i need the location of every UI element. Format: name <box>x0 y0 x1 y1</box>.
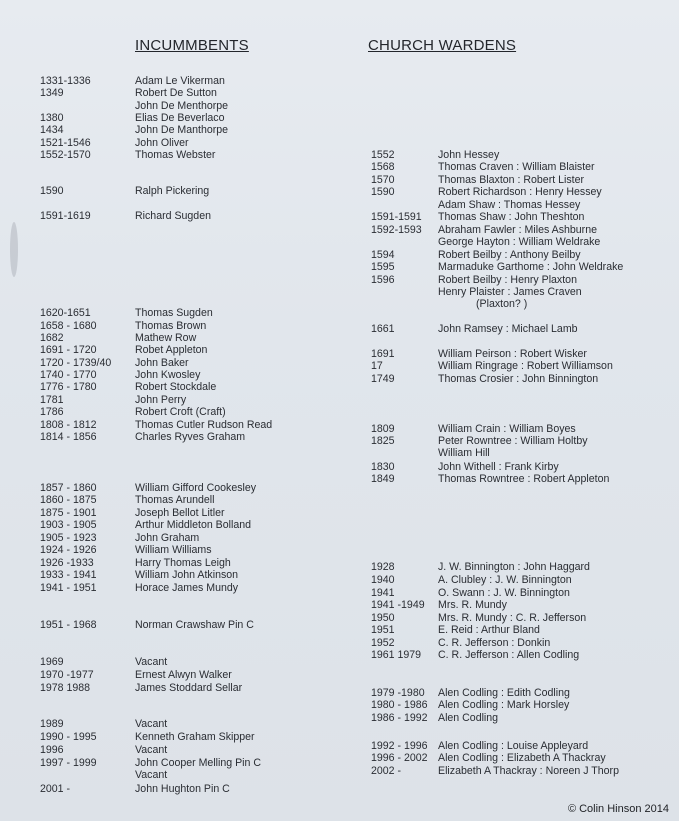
incumbent-names: William John Atkinson <box>135 569 239 581</box>
incumbent-names: John Cooper Melling Pin C <box>135 757 262 769</box>
warden-names: C. R. Jefferson : Donkin <box>438 637 551 649</box>
incumbent-names: Vacant <box>135 769 168 781</box>
incumbent-names: Robert De Sutton <box>135 87 217 99</box>
warden-years: 1592-1593 <box>371 224 422 236</box>
warden-names: Abraham Fawler : Miles Ashburne <box>438 224 597 236</box>
incumbent-names: Joseph Bellot Litler <box>135 507 225 519</box>
incumbent-names: John De Menthorpe <box>135 100 229 112</box>
incumbent-names: William Gifford Cookesley <box>135 482 257 494</box>
warden-names: John Hessey <box>438 149 500 161</box>
incumbent-years: 1776 - 1780 <box>40 381 97 393</box>
warden-names: Alen Codling : Mark Horsley <box>438 699 570 711</box>
incumbent-years: 1941 - 1951 <box>40 582 97 594</box>
warden-years: 1986 - 1992 <box>371 712 428 724</box>
incumbent-years: 1720 - 1739/40 <box>40 357 112 369</box>
incumbent-names: Arthur Middleton Bolland <box>135 519 252 531</box>
warden-years: 1570 <box>371 174 395 186</box>
wall-smudge <box>10 222 18 277</box>
incumbent-names: Kenneth Graham Skipper <box>135 731 255 743</box>
incumbent-names: John Hughton Pin C <box>135 783 230 795</box>
warden-years: 1809 <box>371 423 395 435</box>
warden-names: Alen Codling <box>438 712 499 724</box>
warden-names: John Withell : Frank Kirby <box>438 461 559 473</box>
incumbent-years: 1860 - 1875 <box>40 494 97 506</box>
warden-years: 1996 - 2002 <box>371 752 428 764</box>
incumbent-names: Vacant <box>135 718 168 730</box>
incumbent-years: 1814 - 1856 <box>40 431 97 443</box>
incumbent-years: 1590 <box>40 185 64 197</box>
warden-years: 17 <box>371 360 383 372</box>
incumbent-names: Vacant <box>135 744 168 756</box>
warden-names: (Plaxton? ) <box>476 298 528 310</box>
incumbent-names: Robert Croft (Craft) <box>135 406 226 418</box>
incumbent-years: 1933 - 1941 <box>40 569 97 581</box>
incumbent-years: 1786 <box>40 406 64 418</box>
warden-years: 2002 - <box>371 765 402 777</box>
incumbent-names: Thomas Brown <box>135 320 207 332</box>
incumbent-years: 1740 - 1770 <box>40 369 97 381</box>
incumbent-names: Horace James Mundy <box>135 582 239 594</box>
incumbent-names: John De Manthorpe <box>135 124 229 136</box>
warden-names: C. R. Jefferson : Allen Codling <box>438 649 580 661</box>
incumbent-names: Thomas Sugden <box>135 307 213 319</box>
warden-names: Henry Plaister : James Craven <box>438 286 582 298</box>
incumbent-names: William Williams <box>135 544 212 556</box>
incumbent-years: 1875 - 1901 <box>40 507 97 519</box>
warden-names: William Peirson : Robert Wisker <box>438 348 587 360</box>
incumbent-years: 1380 <box>40 112 64 124</box>
warden-years: 1952 <box>371 637 395 649</box>
incumbent-names: Ralph Pickering <box>135 185 210 197</box>
incumbent-names: Richard Sugden <box>135 210 211 222</box>
incumbent-names: Elias De Beverlaco <box>135 112 225 124</box>
warden-years: 1940 <box>371 574 395 586</box>
incumbent-names: John Oliver <box>135 137 189 149</box>
incumbent-years: 1905 - 1923 <box>40 532 97 544</box>
incumbent-years: 1620-1651 <box>40 307 91 319</box>
warden-years: 1992 - 1996 <box>371 740 428 752</box>
incumbent-years: 1691 - 1720 <box>40 344 97 356</box>
incumbent-years: 1808 - 1812 <box>40 419 97 431</box>
warden-names: Mrs. R. Mundy : C. R. Jefferson <box>438 612 587 624</box>
warden-years: 1979 -1980 <box>371 687 425 699</box>
warden-names: Thomas Blaxton : Robert Lister <box>438 174 585 186</box>
church-wardens-heading: CHURCH WARDENS <box>368 37 517 54</box>
warden-names: Marmaduke Garthome : John Weldrake <box>438 261 624 273</box>
incumbent-years: 2001 - <box>40 783 71 795</box>
incumbent-years: 1857 - 1860 <box>40 482 97 494</box>
warden-years: 1928 <box>371 561 395 573</box>
incumbent-years: 1658 - 1680 <box>40 320 97 332</box>
incumbent-years: 1903 - 1905 <box>40 519 97 531</box>
incumbent-names: Harry Thomas Leigh <box>135 557 231 569</box>
warden-years: 1830 <box>371 461 395 473</box>
warden-names: Thomas Crosier : John Binnington <box>438 373 599 385</box>
copyright-credit: © Colin Hinson 2014 <box>567 803 669 815</box>
warden-names: Robert Beilby : Henry Plaxton <box>438 274 577 286</box>
incumbent-names: Robert Stockdale <box>135 381 217 393</box>
warden-years: 1568 <box>371 161 395 173</box>
incumbent-names: Robet Appleton <box>135 344 208 356</box>
incumbent-names: Vacant <box>135 656 168 668</box>
warden-names: A. Clubley : J. W. Binnington <box>438 574 572 586</box>
warden-years: 1596 <box>371 274 395 286</box>
warden-names: Mrs. R. Mundy <box>438 599 507 611</box>
incumbent-years: 1978 1988 <box>40 682 91 694</box>
warden-years: 1825 <box>371 435 395 447</box>
warden-names: E. Reid : Arthur Bland <box>438 624 540 636</box>
warden-years: 1980 - 1986 <box>371 699 428 711</box>
warden-names: William Ringrage : Robert Williamson <box>438 360 613 372</box>
warden-names: Thomas Craven : William Blaister <box>438 161 595 173</box>
warden-years: 1595 <box>371 261 395 273</box>
incumbent-years: 1521-1546 <box>40 137 91 149</box>
incumbent-years: 1349 <box>40 87 64 99</box>
incumbent-years: 1781 <box>40 394 64 406</box>
warden-names: William Crain : William Boyes <box>438 423 576 435</box>
warden-names: Adam Shaw : Thomas Hessey <box>438 199 581 211</box>
warden-years: 1950 <box>371 612 395 624</box>
warden-names: Alen Codling : Louise Appleyard <box>438 740 589 752</box>
incumbent-years: 1434 <box>40 124 64 136</box>
warden-names: Thomas Rowntree : Robert Appleton <box>438 473 610 485</box>
incumbent-names: John Kwosley <box>135 369 201 381</box>
warden-years: 1849 <box>371 473 395 485</box>
incumbent-names: John Perry <box>135 394 187 406</box>
warden-years: 1749 <box>371 373 395 385</box>
warden-names: Thomas Shaw : John Theshton <box>438 211 585 223</box>
incumbent-names: Mathew Row <box>135 332 197 344</box>
warden-names: Alen Codling : Edith Codling <box>438 687 570 699</box>
warden-years: 1594 <box>371 249 395 261</box>
incumbent-names: James Stoddard Sellar <box>135 682 243 694</box>
incumbent-years: 1331-1336 <box>40 75 91 87</box>
incumbent-years: 1997 - 1999 <box>40 757 97 769</box>
incumbent-years: 1926 -1933 <box>40 557 94 569</box>
incumbent-years: 1969 <box>40 656 64 668</box>
incumbent-names: Charles Ryves Graham <box>135 431 246 443</box>
incumbent-years: 1682 <box>40 332 64 344</box>
incumbent-names: Thomas Arundell <box>135 494 215 506</box>
incumbent-years: 1989 <box>40 718 64 730</box>
warden-names: Alen Codling : Elizabeth A Thackray <box>438 752 606 764</box>
incumbent-years: 1990 - 1995 <box>40 731 97 743</box>
warden-years: 1941 -1949 <box>371 599 425 611</box>
warden-years: 1590 <box>371 186 395 198</box>
warden-names: John Ramsey : Michael Lamb <box>438 323 578 335</box>
warden-years: 1661 <box>371 323 395 335</box>
incumbent-years: 1591-1619 <box>40 210 91 222</box>
warden-years: 1941 <box>371 587 395 599</box>
incumbent-years: 1924 - 1926 <box>40 544 97 556</box>
incumbent-years: 1552-1570 <box>40 149 91 161</box>
incumbent-years: 1996 <box>40 744 64 756</box>
warden-names: Elizabeth A Thackray : Noreen J Thorp <box>438 765 619 777</box>
warden-years: 1691 <box>371 348 395 360</box>
warden-years: 1591-1591 <box>371 211 422 223</box>
warden-names: William Hill <box>438 447 490 459</box>
warden-names: J. W. Binnington : John Haggard <box>438 561 590 573</box>
warden-names: George Hayton : William Weldrake <box>438 236 601 248</box>
warden-names: O. Swann : J. W. Binnington <box>438 587 570 599</box>
warden-years: 1961 1979 <box>371 649 422 661</box>
incumbent-names: Ernest Alwyn Walker <box>135 669 232 681</box>
incumbent-years: 1970 -1977 <box>40 669 94 681</box>
warden-years: 1951 <box>371 624 395 636</box>
incumbents-heading: INCUMMBENTS <box>135 37 249 54</box>
incumbent-names: John Graham <box>135 532 200 544</box>
incumbent-names: Norman Crawshaw Pin C <box>135 619 254 631</box>
warden-names: Robert Beilby : Anthony Beilby <box>438 249 581 261</box>
incumbent-names: Thomas Cutler Rudson Read <box>135 419 273 431</box>
warden-years: 1552 <box>371 149 395 161</box>
incumbent-names: Thomas Webster <box>135 149 216 161</box>
incumbent-names: Adam Le Vikerman <box>135 75 225 87</box>
incumbent-names: John Baker <box>135 357 189 369</box>
warden-names: Robert Richardson : Henry Hessey <box>438 186 602 198</box>
warden-names: Peter Rowntree : William Holtby <box>438 435 588 447</box>
incumbent-years: 1951 - 1968 <box>40 619 97 631</box>
